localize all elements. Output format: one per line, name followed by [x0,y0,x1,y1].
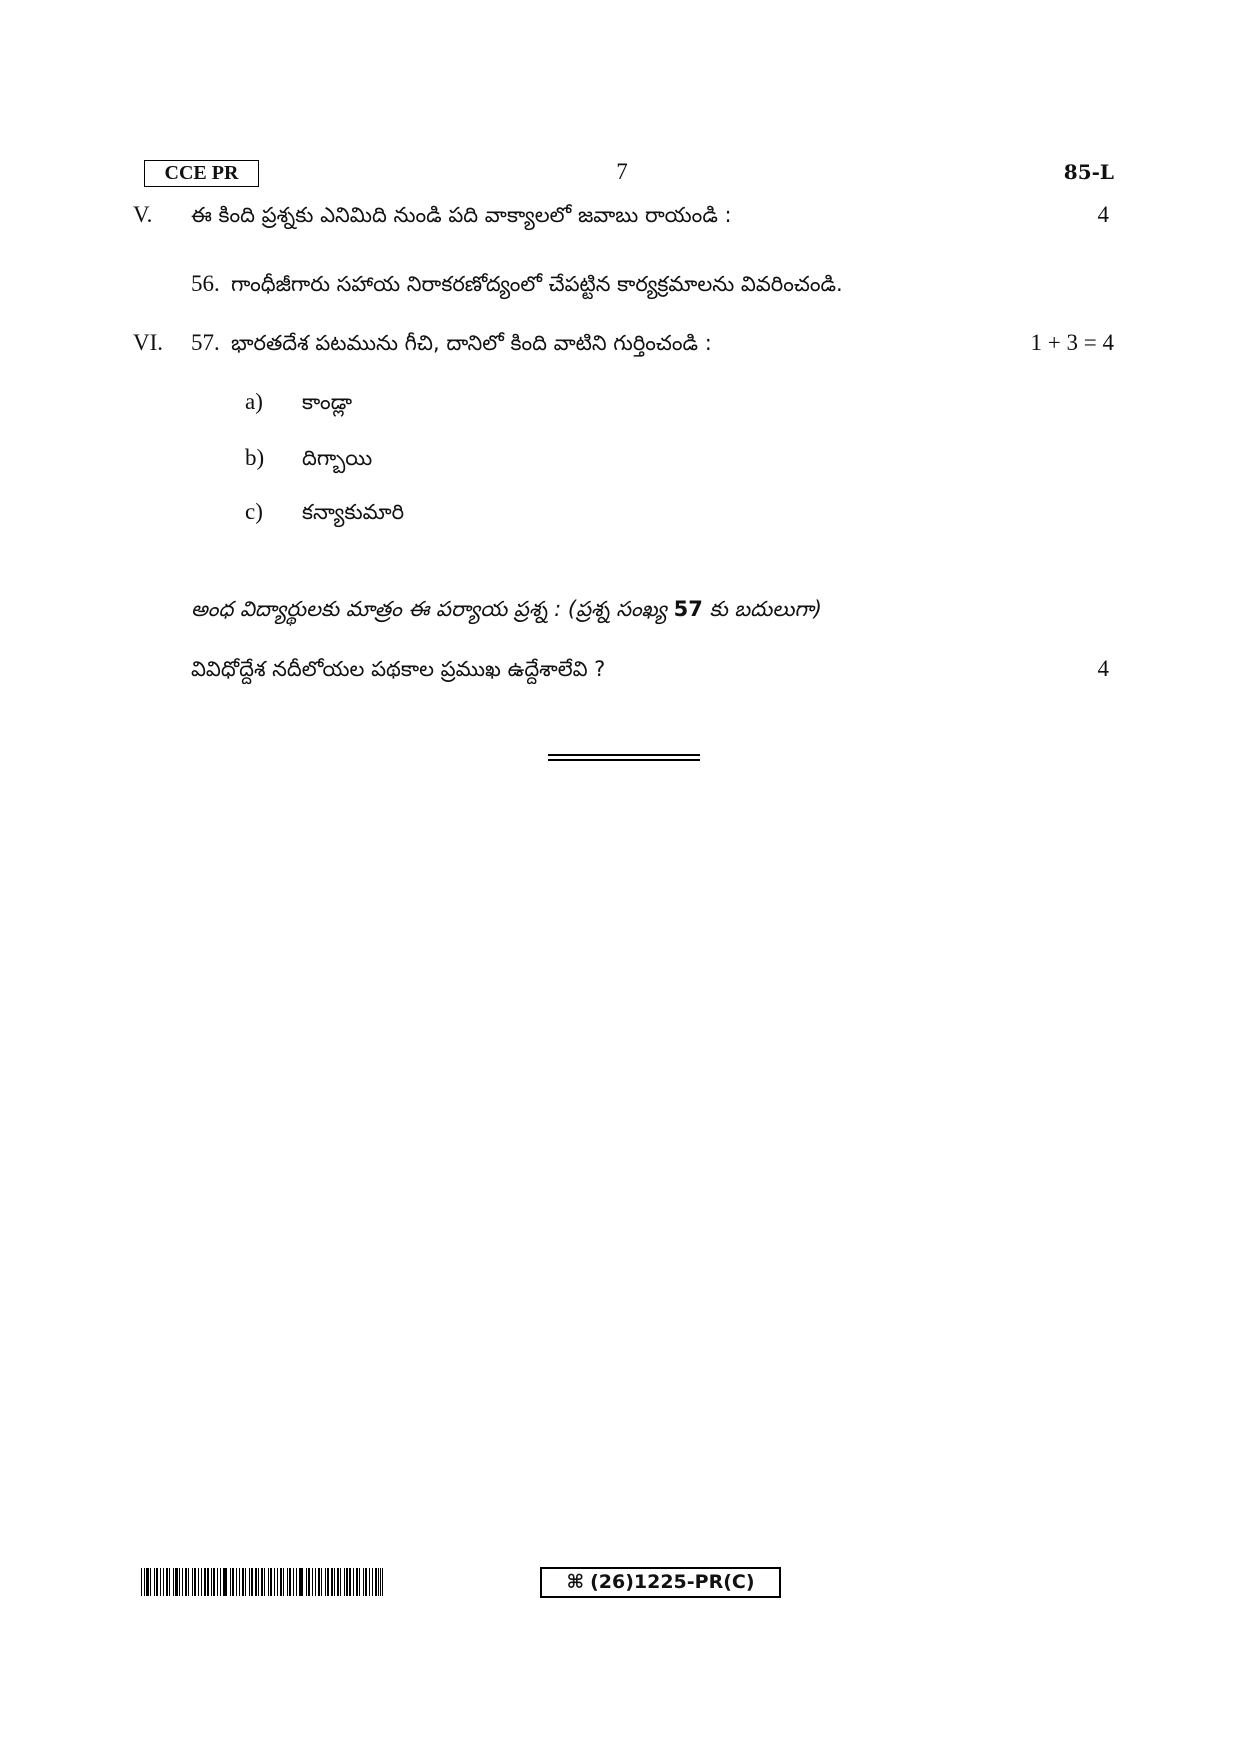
footer-code: (26)1225-PR(C) [590,1571,755,1593]
section-vi-numeral: VI. [133,330,164,355]
question-57-text: భారతదేశ పటమును గీచి, దానిలో కింది వాటిని గుర్తించండి : [231,331,712,355]
question-56-number: 56. [191,271,220,296]
option-b-text: దిగ్బాయి [302,446,373,470]
question-56-text: గాంధీజీగారు సహాయ నిరాకరణోద్యంలో చేపట్టిన కార్యక్రమాలను వివరించండి. [231,272,843,296]
end-double-rule [548,754,700,761]
footer-code-box [540,1567,781,1598]
option-c-text: కన్యాకుమారి [302,500,405,524]
question-57-number: 57. [191,330,220,355]
option-b-label: b) [245,445,265,470]
section-v-instruction: ఈ కింది ప్రశ్నకు ఎనిమిది నుండి పది వాక్యాలలో జవాబు రాయండి : [191,203,732,227]
section-v-marks: 4 [1097,202,1109,227]
alternative-heading-after: కు బదులుగా) [709,597,822,621]
question-57-marks: 1 + 3 = 4 [1030,330,1114,355]
barcode [141,1568,383,1596]
alternative-heading-number: 57 [673,597,703,621]
header-code-box: CCE PR [144,160,259,187]
option-a-label: a) [245,389,263,414]
command-symbol-icon: ⌘ [566,1571,585,1593]
alternative-question-text: వివిధోద్దేశ నదీలోయల పథకాల ప్రముఖ ఉద్దేశాలేవి ? [191,657,606,681]
option-a-text: కాండ్లా [302,390,353,414]
alternative-question-heading [191,595,822,623]
alternative-question-marks: 4 [1097,656,1109,681]
option-c-label: c) [245,499,263,524]
page-number: 7 [616,159,628,184]
section-v-numeral: V. [133,202,153,227]
alternative-heading-before: అంధ విద్యార్థులకు మాత్రం ఈ పర్యాయ ప్రశ్న : (ప్రశ్న సంఖ్య [191,597,667,621]
paper-code: 85-L [1063,160,1114,184]
